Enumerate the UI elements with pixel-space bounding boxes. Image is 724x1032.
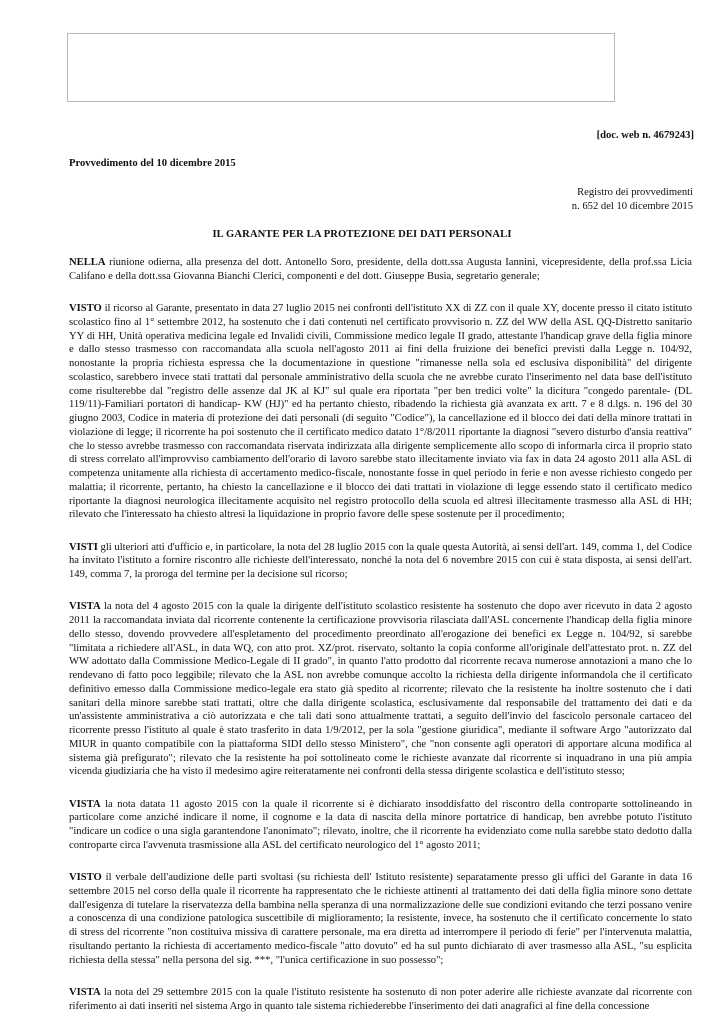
paragraph-text: riunione odierna, alla presenza del dott. Antonello Soro, presidente, della dott.ssa Augusta Iannini, vicepresidente, della prof.ssa Licia Califano e della dott.ssa Giovanna Bianchi Clerici, componenti e del dott. Giuseppe Busia, segretario generale; bbox=[69, 257, 692, 282]
paragraph-text: la nota datata 11 agosto 2015 con la quale il ricorrente si è dichiarato insoddisfatto del riscontro della controparte sottolineando in particolare come anziché indicare il nome, il cognome e la data di nascita della minore portatrice di handicap, ben avrebbe potuto l'istituto "indicare un codice o una sigla garantendone l'anonimato"; rilevato, inoltre, che il ricorrente ha evidenziato come nulla sarebbe stato dedotto dalla controparte circa l'avvenuta trasmissione alla ASL del certificato neurologico del 1° agosto 2011; bbox=[69, 798, 692, 851]
registro-line-1: Registro dei provvedimenti bbox=[577, 187, 693, 198]
paragraph-lead: VISTO bbox=[69, 303, 102, 314]
document-body bbox=[69, 256, 692, 1032]
paragraph-vista-nota-4-agosto bbox=[69, 600, 692, 779]
paragraph-text: il ricorso al Garante, presentato in data 27 luglio 2015 nei confronti dell'istituto XX di ZZ con il quale XY, docente presso il citato istituto scolastico fino al 1° settembre 2012, ha sostenuto che i dati contenuti nel certificato provvisorio n. ZZ del WW della ASL QQ-Distretto sanitario YY di HH, Unità operativa medicina legale ed Invalidi civili, Commissione medico legale II grado, attestante l'handicap grave della figlia minore e dallo stesso trasmesso con raccomandata alla scuola nell'agosto 2011 ai fini della fruizione dei benefici previsti dalla Legge n. 104/92, nonostante la propria richiesta espressa che la documentazione in questione "rimanesse nella sola ed esclusiva disponibilità" del dirigente scolastico, sarebbero invece stati trattati dal personale amministrativo della scuola che ne avrebbe curato l'inserimento nel data base dell'istituto come risulterebbe dal "registro delle assenze dal JK al KJ" sul quale era riportata "per ben tredici volte" la dicitura "congedo parentale- (DL 119/11)-Familiari portatori di handicap- KW (HJ)" ed ha pertanto chiesto, ribadendo la richiesta già avanzata ex artt. 7 e 8 d.lgs. n. 196 del 30 giugno 2003, Codice in materia di protezione dei dati personali (di seguito "Codice"), la cancellazione ed il blocco dei dati della minore trattati in violazione di legge; il ricorrente ha poi sostenuto che il certificato medico datato 1°/8/2011 riportante la diagnosi "severo disturbo d'ansia reattiva" che lo stesso avrebbe trasmesso con raccomandata riservata indirizzata alla dirigente semplicemente allo scopo di informarla circa il proprio stato di stress correlato all'improvviso cambiamento dell'orario di lavoro sarebbe stato illecitamente inviato via fax in data 24 agosto 2011 alla ASL di competenza unitamente alla richiesta di accertamento medico-fiscale, nonostante fosse in quel periodo in ferie e non avesse richiesto congedo per malattia; il ricorrente, pertanto, ha chiesto la cancellazione e il blocco dei dati trattati in violazione di legge essendo stato il certificato medico riportante la diagnosi neurologica illecitamente acquisito nel registro protocollo della scuola ed altresì illecitamente trasmesso alla ASL di HH; rilevato che l'interessato ha chiesto altresì la liquidazione in proprio favore delle spese sostenute per il procedimento; bbox=[69, 303, 692, 521]
paragraph-visti-atti bbox=[69, 541, 692, 582]
paragraph-text: gli ulteriori atti d'ufficio e, in particolare, la nota del 28 luglio 2015 con la quale questa Autorità, ai sensi dell'art. 149, comma 1, del Codice ha invitato l'istituto a fornire riscontro alle richieste dell'interessato, nonché la nota del 6 novembre 2015 con cui è stata disposta, ai sensi dell'art. 149, comma 7, la proroga del termine per la decisione sul ricorso; bbox=[69, 541, 692, 580]
paragraph-lead: VISTI bbox=[69, 541, 98, 553]
paragraph-lead: VISTA bbox=[69, 986, 101, 998]
paragraph-vista-nota-29-settembre bbox=[69, 986, 692, 1014]
paragraph-vista-nota-11-agosto bbox=[69, 798, 692, 853]
document-title: IL GARANTE PER LA PROTEZIONE DEI DATI PERSONALI bbox=[212, 229, 512, 240]
doc-reference: [doc. web n. 4679243] bbox=[596, 130, 694, 141]
header-box bbox=[67, 33, 615, 102]
provvedimento-date: Provvedimento del 10 dicembre 2015 bbox=[69, 158, 236, 169]
paragraph-nella bbox=[69, 256, 692, 284]
paragraph-text: il verbale dell'audizione delle parti svoltasi (su richiesta dell' Istituto resistente) separatamente presso gli uffici del Garante in data 16 settembre 2015 nel corso della quale il ricorrente ha rappresentato che le richieste attinenti al trattamento dei dati della figlia minore sono dettate dall'esigenza di tutelare la riservatezza della bambina nella speranza di una normalizzazione delle sue condizioni evitando che terzi possano venire a conoscenza di una condizione patologica suscettibile di miglioramento; la resistente, invece, ha sostenuto che il certificato concernente lo stato di stress del ricorrente "non costituiva missiva di carattere personale, ma era diretta ad interrompere il periodo di ferie" per l'intervenuta malattia, risultando pertanto la richiesta di accertamento medico-fiscale "atto dovuto" ed ha sul punto dichiarato di aver trasmesso alla ASL, "su esplicita richiesta della stessa" nella persona del sig. ***, "l'unica certificazione in suo possesso"; bbox=[69, 872, 692, 966]
registro-block bbox=[572, 186, 693, 214]
paragraph-visto-ricorso bbox=[69, 302, 692, 522]
registro-line-2: n. 652 del 10 dicembre 2015 bbox=[571, 201, 693, 212]
paragraph-visto-verbale bbox=[69, 871, 692, 967]
paragraph-text: la nota del 4 agosto 2015 con la quale la dirigente dell'istituto scolastico resistente ha sostenuto che dopo aver ricevuto in data 2 agosto 2011 la raccomandata inviata dal ricorrente contenente la certificazione provvisoria rilasciata dall'ASL concernente l'handicap della figlia minore dello stesso, dovendo provvedere all'espletamento del procedimento preordinato all'erogazione dei benefici ex Legge n. 104/92, si sarebbe "limitata a richiedere all'ASL, in data WQ, con atto prot. XZ/prot. riservato, soltanto la copia conforme all'originale dell'attestato prot. n. ZZ del WW adottato dalla Commissione Medico-Legale di II grado", in quanto l'atto prodotto dal ricorrente recava numerose annotazioni a mano che lo rendevano di fatto poco leggibile; rilevato che la ASL non avrebbe comunque accolto la richiesta della dirigente informandola che il certificato definitivo emesso dalla Commissione medico-legale era stato già spedito al ricorrente; rilevato che la resistente ha inoltre sostenuto che i dati sanitari della minore sarebbe stati trattati, oltre che dalla dirigente scolastica, esclusivamente dal responsabile del trattamento dei dati e da un'assistente amministrativa a ciò autorizzata e che tali dati sono attualmente trattati, a seguito dell'invio del fascicolo personale cartaceo del ricorrente presso l'istituto al quale è stato trasferito in data 1/9/2012, per la sola "gestione giuridica", mediante il software Argo "autorizzato dal MIUR in quanto compatibile con la piattaforma SIDI dello stesso Ministero", che "non consente agli operatori di apportare alcuna modifica al sistema già prefigurato"; rilevato che la resistente ha poi sottolineato come le richieste avanzate dal ricorrente si inquadrano in una più ampia vicenda giudiziaria che ha visto il medesimo agire reiteratamente nei confronti della stessa dirigente scolastica e dell'istituto stesso; bbox=[69, 601, 692, 778]
paragraph-text: la nota del 29 settembre 2015 con la quale l'istituto resistente ha sostenuto di non poter aderire alle richieste avanzate dal ricorrente con riferimento ai dati inseriti nel sistema Argo in quanto tale sistema richiederebbe l'inserimento dei dati anagrafici al fine della concessione bbox=[69, 986, 692, 1012]
paragraph-lead: VISTO bbox=[69, 872, 102, 883]
paragraph-lead: VISTA bbox=[69, 798, 101, 810]
paragraph-lead: VISTA bbox=[69, 601, 101, 613]
paragraph-lead: NELLA bbox=[69, 257, 106, 268]
